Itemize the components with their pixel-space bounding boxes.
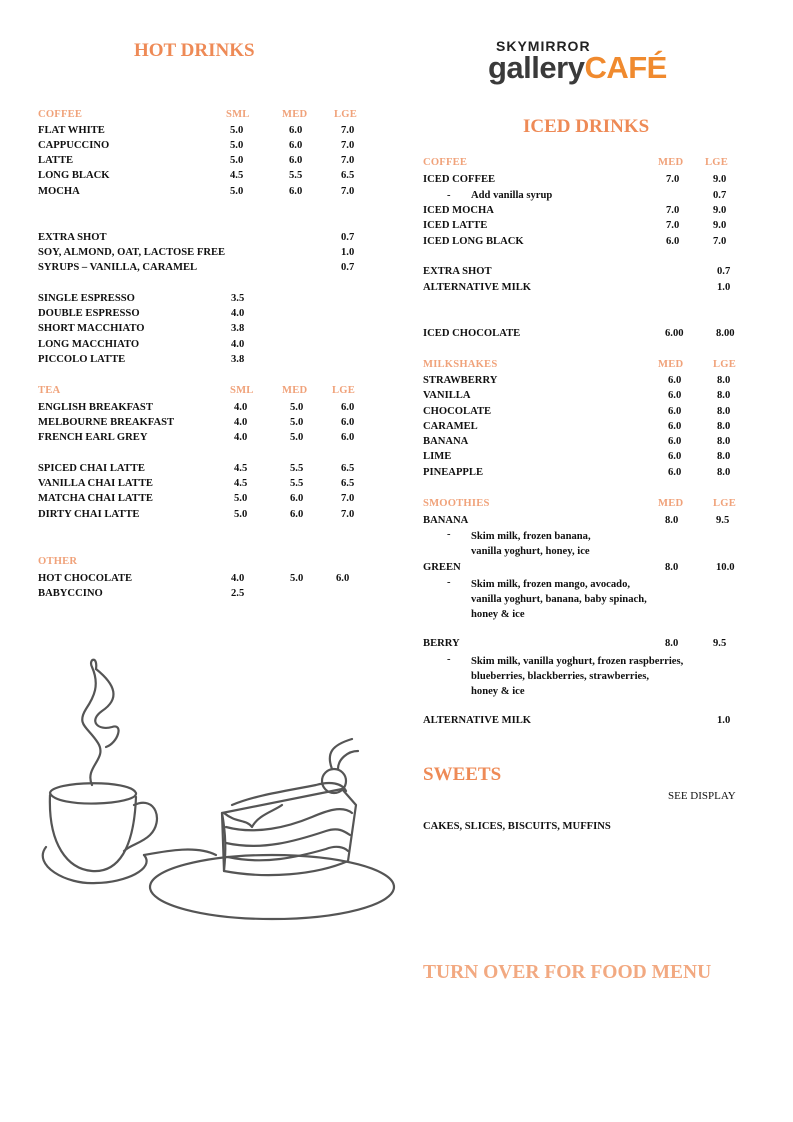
smoothie-description: Skim milk, vanilla yoghurt, frozen raspberries, blueberries, blackberries, strawberries, honey & ice (471, 656, 684, 697)
smoothie-desc-dash: - (447, 529, 451, 540)
coffee-cup-and-cake-line-art-icon (26, 655, 400, 925)
logo-gallery-text: gallery (488, 50, 585, 85)
smoothie-description: Skim milk, frozen banana, vanilla yoghurt, honey, ice (471, 531, 591, 557)
see-display-note: SEE DISPLAY (668, 790, 736, 802)
sweets-title: SWEETS (423, 764, 502, 785)
logo-cafe-text: CAFÉ (584, 50, 667, 85)
smoothie-desc-dash: - (447, 654, 451, 665)
smoothie-desc-dash: - (447, 577, 451, 588)
logo-skymirror-text: SKYMIRROR (496, 38, 591, 54)
smoothie-description: Skim milk, frozen mango, avocado, vanilla yoghurt, banana, baby spinach, honey & ice (471, 579, 647, 620)
iced-drinks-title: ICED DRINKS (523, 116, 650, 137)
turn-over-note: TURN OVER FOR FOOD MENU (423, 962, 712, 983)
cafe-logo (488, 38, 728, 88)
hot-drinks-title: HOT DRINKS (134, 40, 255, 61)
